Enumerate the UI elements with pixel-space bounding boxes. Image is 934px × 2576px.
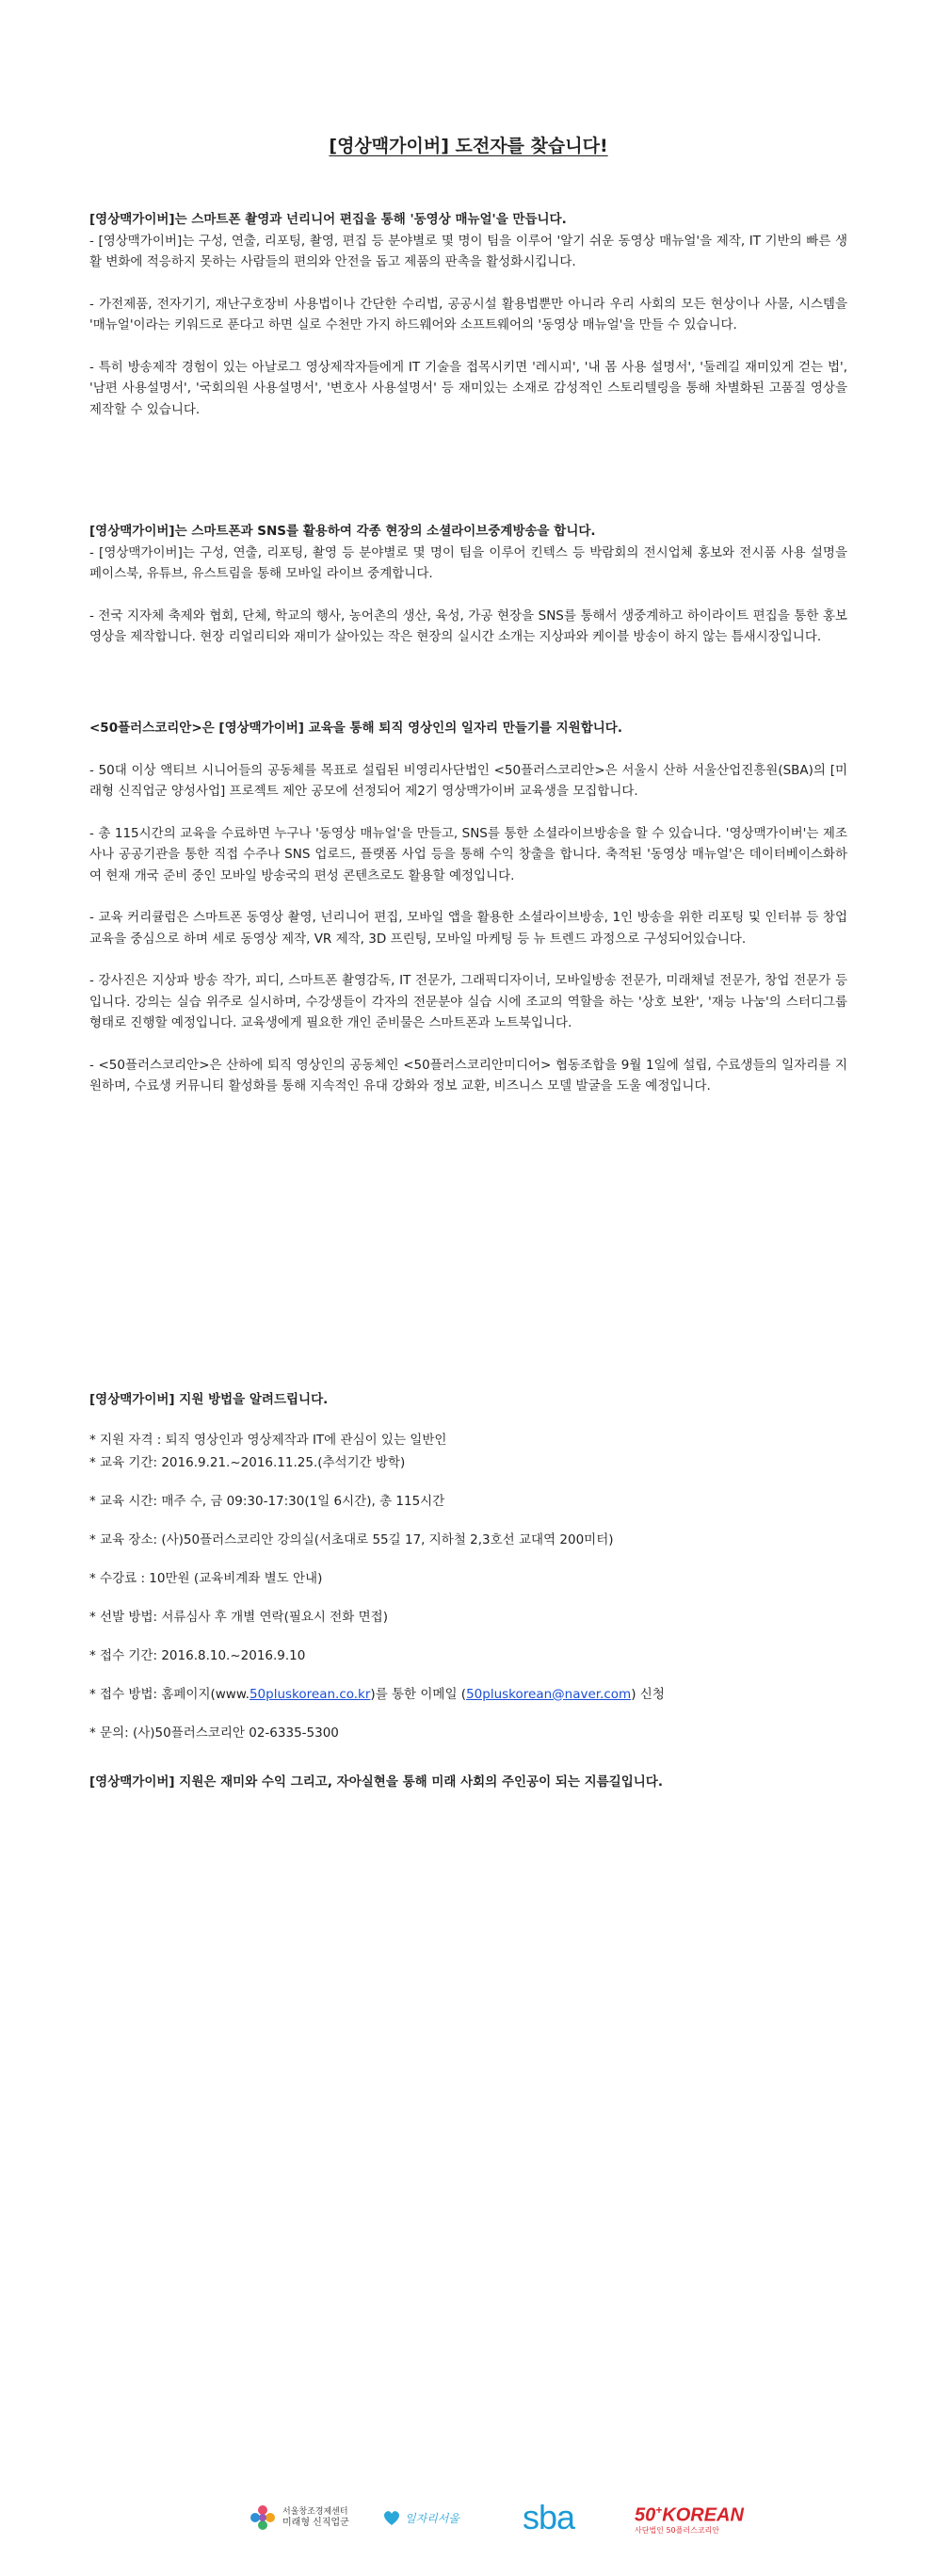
logo-sba xyxy=(523,2496,574,2539)
paragraph: - 50대 이상 액티브 시니어들의 공동체를 목표로 설립된 비영리사단법인 <50플러스코리안>은 서울시 산하 서울산업진흥원(SBA)의 [미래형 신직업군 양성사업] 프로젝트 제안 공모에 선정되어 제2기 영상맥가이버 교육생을 모집합니다. xyxy=(89,762,847,799)
paragraph: - [영상맥가이버]는 구성, 연출, 리포팅, 촬영 등 분야별로 몇 명이 팀을 이루어 킨텍스 등 박람회의 전시업체 홍보와 전시품 사용 설명을 페이스북, 유튜브, 유스트림을 통해 모바일 라이브 중계합니다. xyxy=(89,544,847,581)
section-dynamic-manual xyxy=(89,209,847,420)
section-heading: <50플러스코리안>은 [영상맥가이버] 교육을 통해 퇴직 영상인의 일자리 만들기를 지원합니다. xyxy=(89,721,622,736)
text-fragment: * 접수 방법: 홈페이지(www. xyxy=(89,1686,250,1702)
paragraph: - 교육 커리큘럼은 스마트폰 동영상 촬영, 넌리니어 편집, 모바일 앱을 활용한 소셜라이브방송, 1인 방송을 위한 리포팅 및 인터뷰 등 창업 교육을 중심으로 하며 세로 동영상 제작, VR 제작, 3D 프린팅, 모바일 마케팅 등 뉴 트렌드 과정으로 구성되어있습니다. xyxy=(89,910,847,947)
info-period: * 교육 기간: 2016.9.21.~2016.11.25.(추석기간 방학) xyxy=(89,1454,406,1470)
page-title-text: [영상맥가이버] 도전자를 찾습니다! xyxy=(329,136,608,156)
section-50plus-support xyxy=(89,718,847,1097)
section-heading: [영상맥가이버] 지원 방법을 알려드립니다. xyxy=(89,1392,329,1407)
logo-seoul-jobs xyxy=(381,2496,459,2539)
logo-number: 50 xyxy=(635,2504,656,2526)
paragraph: - <50플러스코리안>은 산하에 퇴직 영상인의 공동체인 <50플러스코리안미디어> 협동조합을 9월 1일에 설립, 수료생들의 일자리를 지원하며, 수료생 커뮤니티 활성화를 통해 지속적인 유대 강화와 정보 교환, 비즈니스 모델 발굴을 도울 예정입니다. xyxy=(89,1057,847,1094)
sba-wordmark: sba xyxy=(523,2498,575,2536)
logo-future-jobs xyxy=(247,2496,349,2539)
logo-caption: 사단법인 50플러스코리안 xyxy=(635,2526,720,2535)
logo-plus: + xyxy=(655,2503,663,2517)
footer-logos xyxy=(0,2496,934,2543)
info-location: * 교육 장소: (사)50플러스코리안 강의실(서초대로 55길 17, 지하철 2,3호선 교대역 200미터) xyxy=(89,1531,614,1547)
info-contact: * 문의: (사)50플러스코리안 02-6335-5300 xyxy=(89,1725,339,1741)
info-fee: * 수강료 : 10만원 (교육비계좌 별도 안내) xyxy=(89,1570,323,1586)
korean-wordmark xyxy=(635,2500,744,2526)
logo-text: 일자리서울 xyxy=(405,2511,459,2525)
logo-50plus-korean xyxy=(635,2496,744,2539)
info-deadline: * 접수 기간: 2016.8.10.~2016.9.10 xyxy=(89,1647,306,1663)
section-heading: [영상맥가이버]는 스마트폰과 SNS를 활용하여 각종 현장의 소셜라이브중계방송을 합니다. xyxy=(89,524,596,539)
heart-icon xyxy=(381,2507,402,2528)
logo-caption: 서울창조경제센터 xyxy=(282,2507,348,2517)
info-eligibility: * 지원 자격 : 퇴직 영상인과 영상제작과 IT에 관심이 있는 일반인 xyxy=(89,1432,447,1448)
email-link[interactable]: 50pluskorean@naver.com xyxy=(466,1686,632,1702)
section-social-live xyxy=(89,521,847,648)
info-apply-method xyxy=(89,1684,847,1705)
info-time: * 교육 시간: 매주 수, 금 09:30-17:30(1일 6시간), 총 115시간 xyxy=(89,1493,445,1509)
section-application-info xyxy=(89,1389,847,1792)
text-fragment: )를 통한 이메일 ( xyxy=(370,1686,467,1702)
info-selection: * 선발 방법: 서류심사 후 개별 연락(필요시 전화 면접) xyxy=(89,1609,388,1625)
text-fragment: ) 신청 xyxy=(631,1686,665,1702)
paragraph: - 특히 방송제작 경험이 있는 아날로그 영상제작자들에게 IT 기술을 접목시키면 '레시피', '내 몸 사용 설명서', '둘레길 재미있게 걷는 법', '남편 사용설명서', '국회의원 사용설명서', '변호사 사용설명서' 등 재미있는 소재로 감성적인 스토리텔링을 통해 차별화된 고품질 영상을 제작할 수 있습니다. xyxy=(89,359,847,417)
logo-caption: 미래형 신직업군 xyxy=(282,2518,349,2528)
paragraph: - 총 115시간의 교육을 수료하면 누구나 '동영상 매뉴얼'을 만들고, SNS를 통한 소셜라이브방송을 할 수 있습니다. '영상맥가이버'는 제조사나 공공기관을 통한 직접 수주나 SNS 업로드, 플랫폼 사업 등을 통해 수익 창출을 합니다. 축적된 '동영상 매뉴얼'은 데이터베이스화하여 현재 개국 준비 중인 모바일 방송국의 편성 콘텐츠로도 활용할 예정입니다. xyxy=(89,825,847,883)
logo-word: KOREAN xyxy=(662,2504,744,2526)
flower-icon xyxy=(247,2502,279,2534)
page-title xyxy=(89,132,847,157)
paragraph: - [영상맥가이버]는 구성, 연출, 리포팅, 촬영, 편집 등 분야별로 몇 명이 팀을 이루어 '알기 쉬운 동영상 매뉴얼'을 제작, IT 기반의 빠른 생활 변화에 적응하지 못하는 사람들의 편의와 안전을 돕고 제품의 판촉을 활성화시킵니다. xyxy=(89,233,847,269)
homepage-link[interactable]: 50pluskorean.co.kr xyxy=(249,1686,371,1702)
paragraph: - 강사진은 지상파 방송 작가, 피디, 스마트폰 촬영감독, IT 전문가, 그래픽디자이너, 모바일방송 전문가, 미래채널 전문가, 창업 전문가 등입니다. 강의는 실습 위주로 실시하며, 수강생들이 각자의 전문분야 실습 시에 조교의 역할을 하는 '상호 보완', '재능 나눔'의 스터디그룹 형태로 진행할 예정입니다. 교육생에게 필요한 개인 준비물은 스마트폰과 노트북입니다. xyxy=(89,973,847,1030)
closing-statement: [영상맥가이버] 지원은 재미와 수익 그리고, 자아실현을 통해 미래 사회의 주인공이 되는 지름길입니다. xyxy=(89,1774,663,1790)
section-heading: [영상맥가이버]는 스마트폰 촬영과 넌리니어 편집을 통해 '동영상 매뉴얼'을 만듭니다. xyxy=(89,212,567,227)
paragraph: - 전국 지자체 축제와 협회, 단체, 학교의 행사, 농어촌의 생산, 육성, 가공 현장을 SNS를 통해서 생중계하고 하이라이트 편집을 통한 홍보 영상을 제작합니다. 현장 리얼리티와 재미가 살아있는 작은 현장의 실시간 소개는 지상파와 케이블 방송이 하지 않는 틈새시장입니다. xyxy=(89,608,847,644)
paragraph: - 가전제품, 전자기기, 재난구호장비 사용법이나 간단한 수리법, 공공시설 활용법뿐만 아니라 우리 사회의 모든 현상이나 사물, 시스템을 '매뉴얼'이라는 키워드로 푼다고 하면 실로 수천만 가지 하드웨어와 소프트웨어의 '동영상 매뉴얼'을 만들 수 있습니다. xyxy=(89,296,847,332)
